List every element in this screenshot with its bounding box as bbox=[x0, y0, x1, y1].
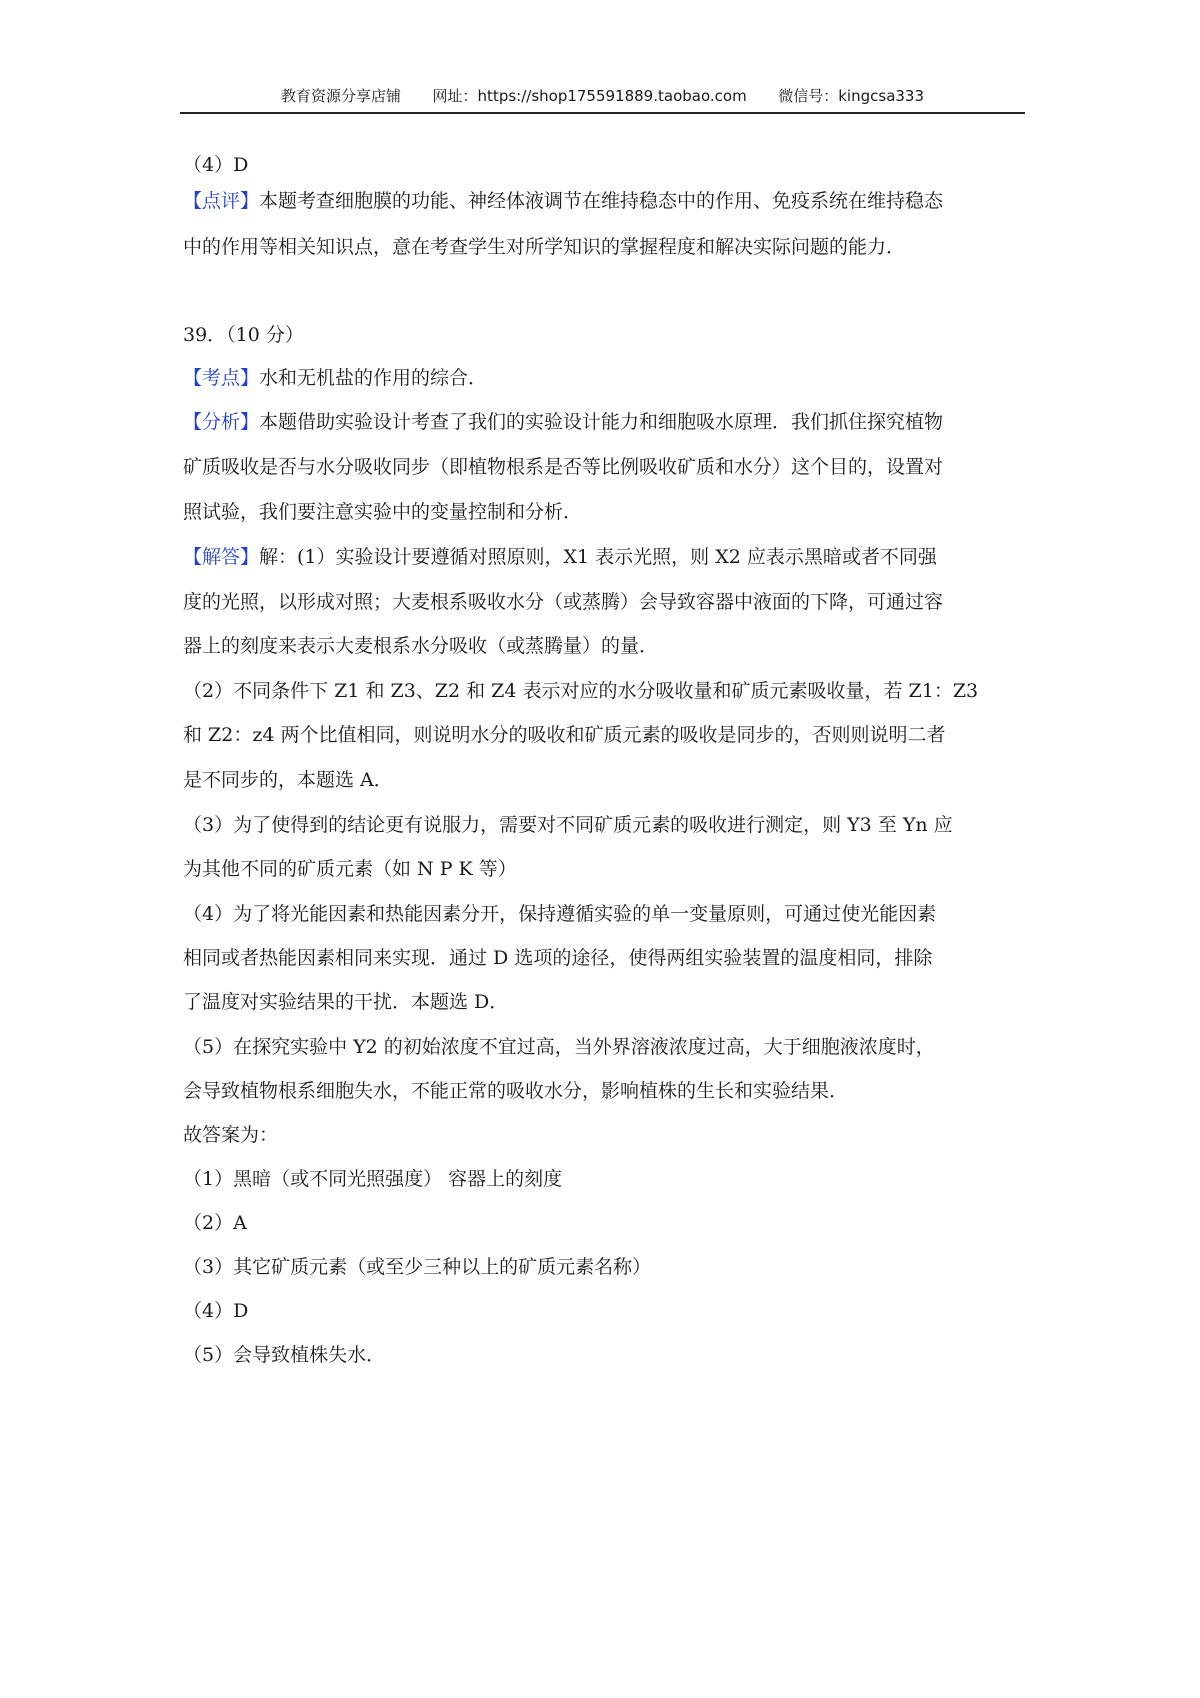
comment-line-1 bbox=[183, 186, 943, 216]
answer-intro: 故答案为： bbox=[183, 1124, 279, 1146]
answer-4: （4）D bbox=[183, 1300, 249, 1322]
answer-3: （3）其它矿质元素（或至少三种以上的矿质元素名称） bbox=[183, 1256, 652, 1278]
part4-line-3: 了温度对实验结果的干扰．本题选 D． bbox=[183, 991, 509, 1013]
kaodian-text: 水和无机盐的作用的综合． bbox=[259, 367, 488, 389]
part2-line-3: 是不同步的，本题选 A． bbox=[183, 769, 393, 791]
part3-line-2: 为其他不同的矿质元素（如 N P K 等） bbox=[183, 858, 517, 880]
fenxi-line-3: 照试验，我们要注意实验中的变量控制和分析． bbox=[183, 501, 583, 523]
jieda-line-1 bbox=[183, 542, 937, 572]
comment-line-2: 中的作用等相关知识点，意在考查学生对所学知识的掌握程度和解决实际问题的能力． bbox=[183, 236, 906, 258]
answer-2: （2）A bbox=[183, 1212, 247, 1234]
fenxi-tag: 【分析】 bbox=[183, 411, 260, 433]
kaodian-line bbox=[183, 363, 487, 393]
header-shop: 教育资源分享店铺 bbox=[280, 87, 401, 105]
part3-line-1: （3）为了使得到的结论更有说服力，需要对不同矿质元素的吸收进行测定，则 Y3 至 Yn 应 bbox=[183, 814, 953, 836]
header-wechat: 微信号：kingcsa333 bbox=[778, 87, 925, 105]
part4-line-2: 相同或者热能因素相同来实现．通过 D 选项的途径，使得两组实验装置的温度相同，排除 bbox=[183, 947, 933, 969]
part5-line-2: 会导致植物根系细胞失水，不能正常的吸收水分，影响植株的生长和实验结果． bbox=[183, 1080, 849, 1102]
answer-5: （5）会导致植株失水． bbox=[183, 1344, 386, 1366]
fenxi-line-2: 矿质吸收是否与水分吸收同步（即植物根系是否等比例吸收矿质和水分）这个目的，设置对 bbox=[183, 456, 944, 478]
part4-line-1: （4）为了将光能因素和热能因素分开，保持遵循实验的单一变量原则，可通过使光能因素 bbox=[183, 903, 937, 925]
comment-text-1: 本题考查细胞膜的功能、神经体液调节在维持稳态中的作用、免疫系统在维持稳态 bbox=[259, 190, 944, 212]
part2-line-1: （2）不同条件下 Z1 和 Z3、Z2 和 Z4 表示对应的水分吸收量和矿质元素吸收量，若 Z1：Z3 bbox=[183, 680, 979, 702]
jieda-line-3: 器上的刻度来表示大麦根系水分吸收（或蒸腾量）的量． bbox=[183, 635, 659, 657]
question-39-title: 39．（10 分） bbox=[183, 324, 304, 346]
comment-tag: 【点评】 bbox=[183, 190, 260, 212]
header-url: 网址：https://shop175591889.taobao.com bbox=[432, 87, 747, 105]
page-header bbox=[180, 84, 1025, 114]
part5-line-1: （5）在探究实验中 Y2 的初始浓度不宜过高，当外界溶液浓度过高，大于细胞液浓度时， bbox=[183, 1036, 935, 1058]
jieda-tag: 【解答】 bbox=[183, 546, 260, 568]
jieda-text-1: 解：(1）实验设计要遵循对照原则，X1 表示光照，则 X2 应表示黑暗或者不同强 bbox=[259, 546, 937, 568]
fenxi-text-1: 本题借助实验设计考查了我们的实验设计能力和细胞吸水原理．我们抓住探究植物 bbox=[259, 411, 944, 433]
kaodian-tag: 【考点】 bbox=[183, 367, 260, 389]
fenxi-line-1 bbox=[183, 407, 943, 437]
prev-answer-4: （4）D bbox=[183, 154, 249, 176]
part2-line-2: 和 Z2：z4 两个比值相同，则说明水分的吸收和矿质元素的吸收是同步的，否则则说明二者 bbox=[183, 724, 946, 746]
answer-1: （1）黑暗（或不同光照强度） 容器上的刻度 bbox=[183, 1168, 563, 1190]
jieda-line-2: 度的光照，以形成对照；大麦根系吸收水分（或蒸腾）会导致容器中液面的下降，可通过容 bbox=[183, 591, 944, 613]
